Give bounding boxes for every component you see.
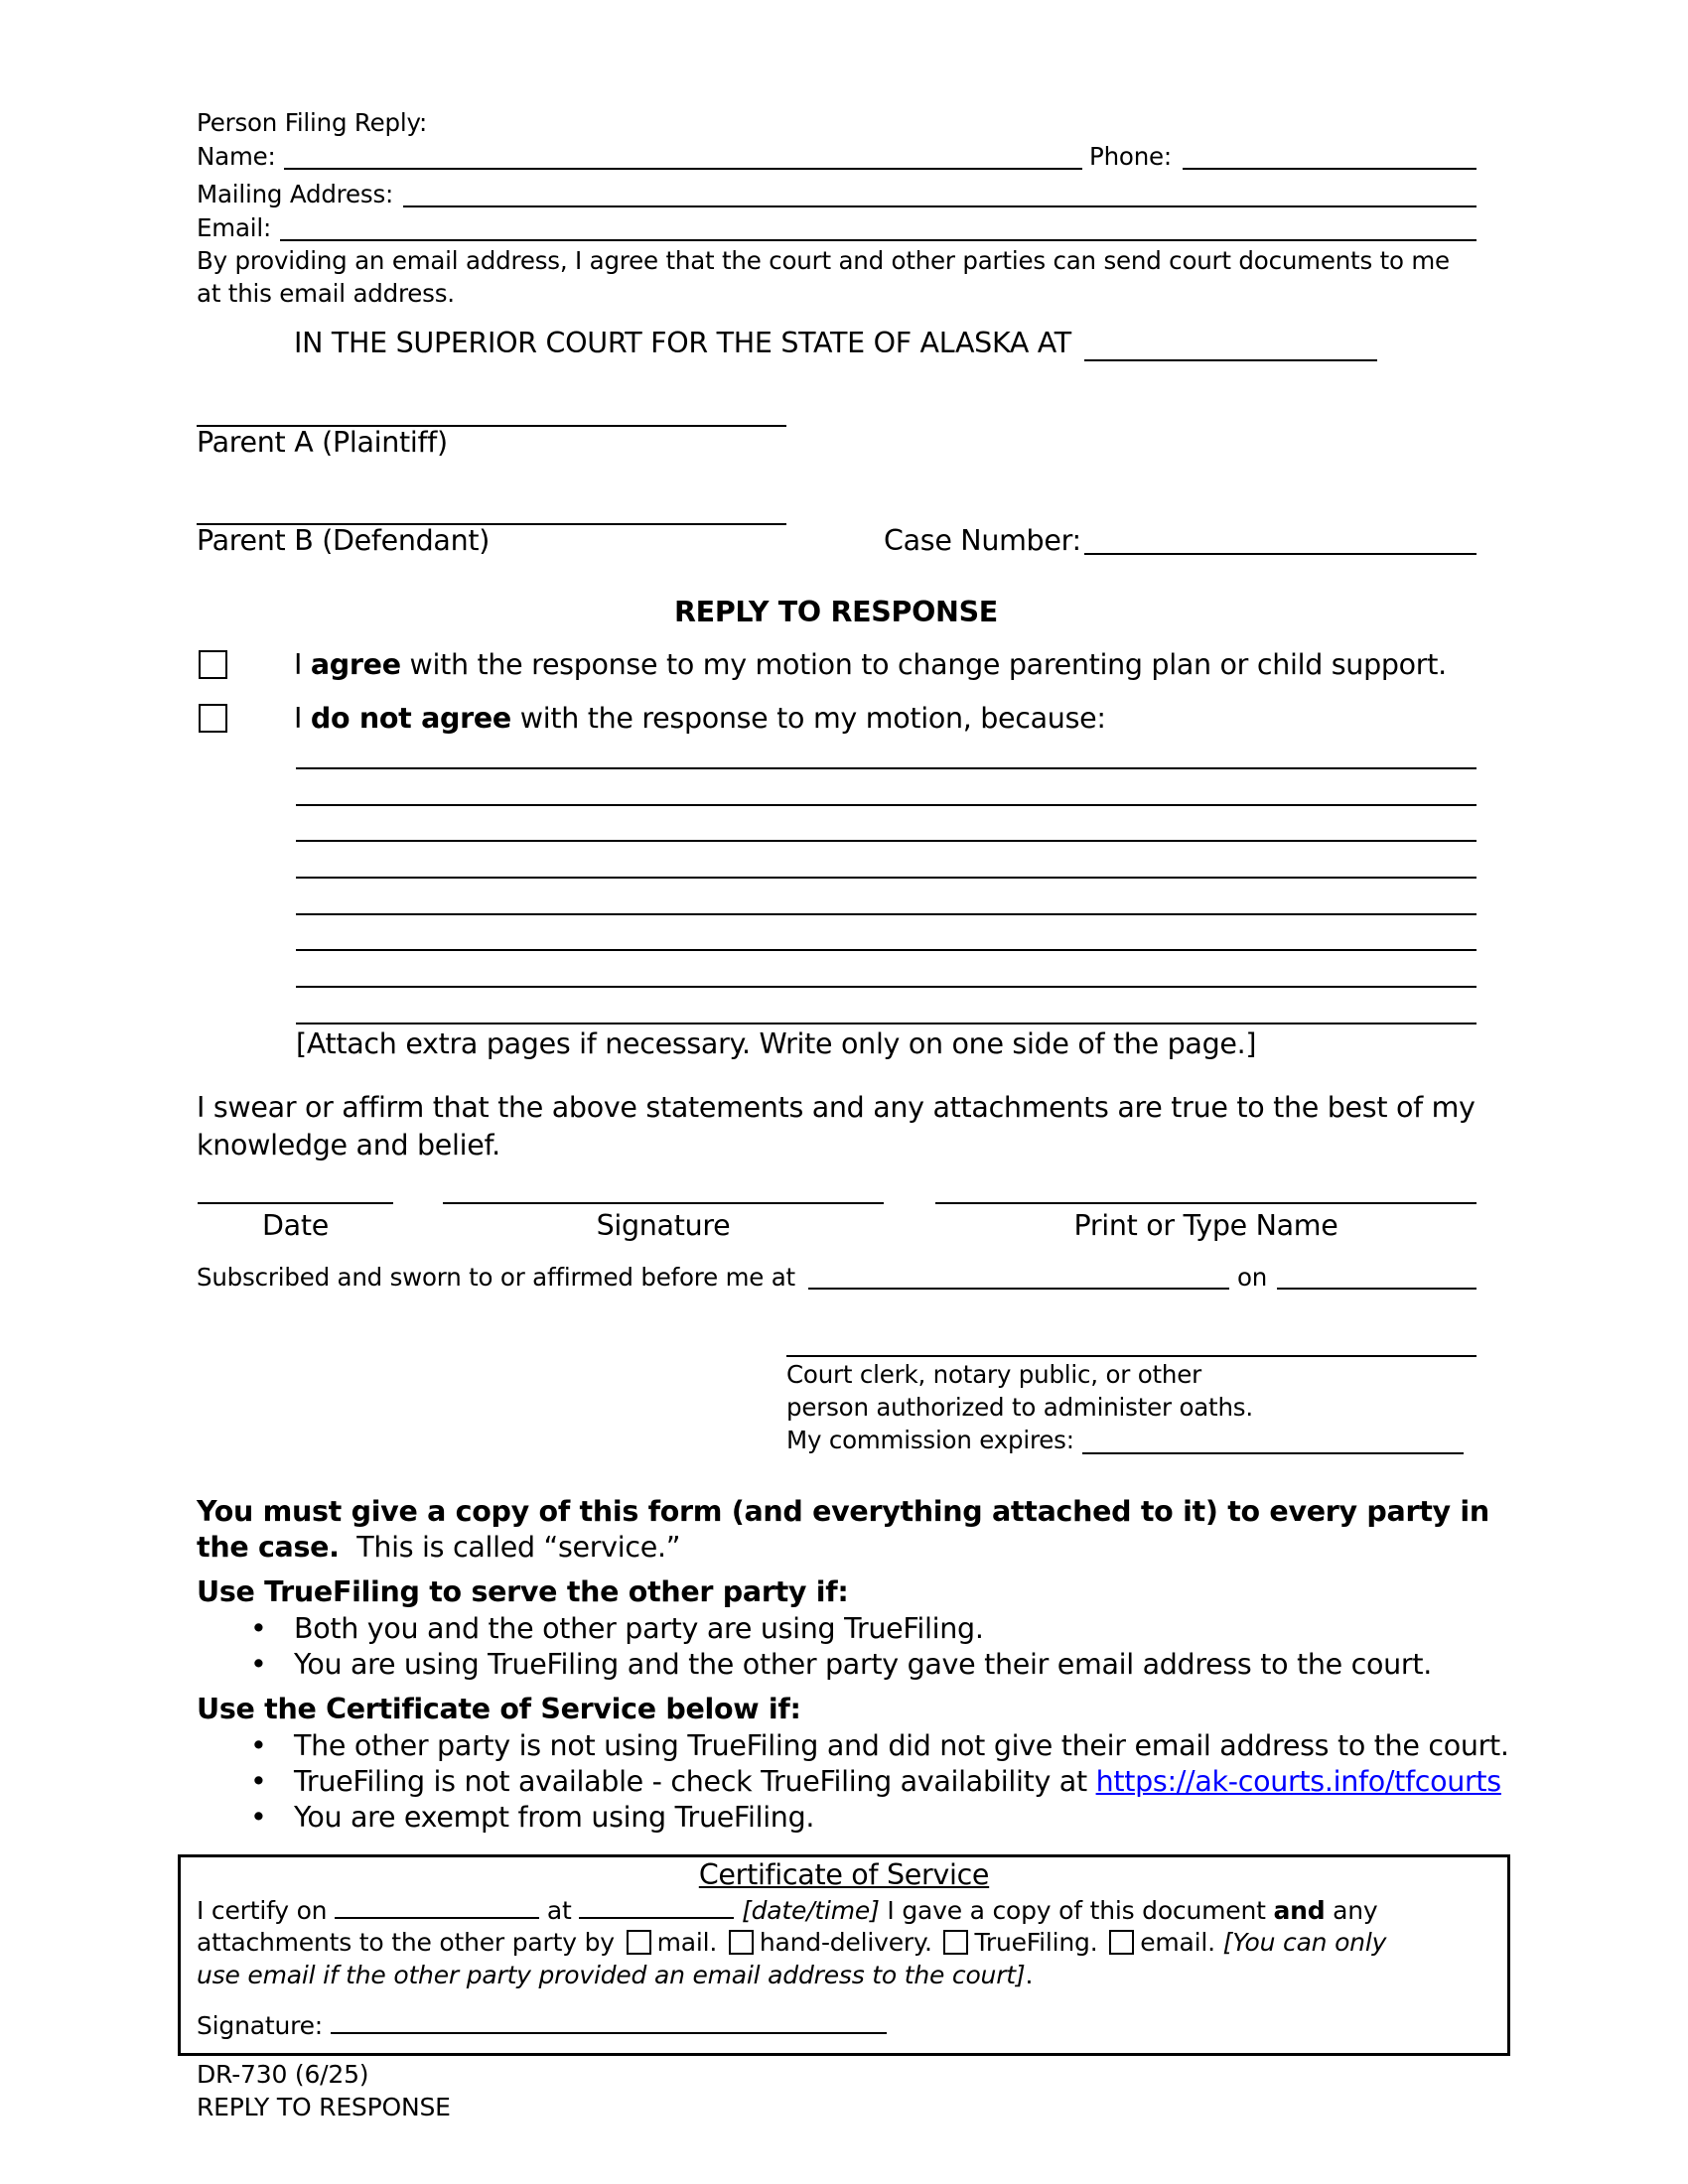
subscribed-location-field[interactable] bbox=[808, 1288, 1229, 1290]
certificate-bullet-1: The other party is not using TrueFiling and did not give their email address to the court. bbox=[294, 1729, 1509, 1762]
mailing-address-label: Mailing Address: bbox=[197, 180, 394, 208]
reason-line-5[interactable] bbox=[296, 913, 1477, 915]
certificate-title bbox=[178, 1858, 1510, 1892]
truefiling-bullet-2: You are using TrueFiling and the other party gave their email address to the court. bbox=[294, 1648, 1432, 1681]
court-caption: IN THE SUPERIOR COURT FOR THE STATE OF ALASKA AT bbox=[294, 327, 1071, 359]
certify-on-label: I certify on bbox=[197, 1896, 328, 1925]
truefiling-bullet-1: Both you and the other party are using TrueFiling. bbox=[294, 1612, 984, 1645]
court-location-field[interactable] bbox=[1084, 359, 1377, 361]
filer-heading: Person Filing Reply: bbox=[197, 108, 428, 137]
bullet-icon: • bbox=[250, 1801, 267, 1834]
certificate-title-text: Certificate of Service bbox=[698, 1858, 990, 1891]
agree-checkbox[interactable] bbox=[199, 650, 227, 679]
date-label: Date bbox=[262, 1209, 329, 1242]
method-email-label: email. bbox=[1140, 1928, 1215, 1957]
email-field[interactable] bbox=[280, 239, 1477, 241]
must-give-rest: This is called “service.” bbox=[339, 1531, 681, 1564]
reason-line-4[interactable] bbox=[296, 877, 1477, 879]
name-field[interactable] bbox=[284, 168, 1082, 170]
print-name-field[interactable] bbox=[935, 1202, 1477, 1204]
certificate-bullet-2 bbox=[294, 1765, 1501, 1799]
bullet-icon: • bbox=[250, 1729, 267, 1762]
certify-line-2 bbox=[197, 1928, 1386, 1958]
certificate-signature-field[interactable] bbox=[331, 2010, 887, 2034]
email-note-2: use email if the other party provided an email address to the court] bbox=[197, 1961, 1026, 1989]
subscribed-label: Subscribed and sworn to or affirmed before me at bbox=[197, 1263, 795, 1292]
email-note-1: [You can only bbox=[1222, 1928, 1387, 1957]
and-bold: and bbox=[1273, 1896, 1326, 1925]
certify-date-field[interactable] bbox=[335, 1895, 539, 1919]
certify-at-label: at bbox=[546, 1896, 572, 1925]
method-hand-delivery-label: hand-delivery. bbox=[759, 1928, 932, 1957]
official-line-1: Court clerk, notary public, or other bbox=[786, 1360, 1201, 1389]
mailing-address-field[interactable] bbox=[403, 205, 1477, 207]
parent-a-label: Parent A (Plaintiff) bbox=[197, 426, 448, 459]
case-number-label: Case Number: bbox=[884, 524, 1081, 557]
date-time-note: [date/time] bbox=[742, 1896, 880, 1925]
certificate-heading: Use the Certificate of Service below if: bbox=[197, 1693, 801, 1725]
agree-rest: with the response to my motion to change parenting plan or child support. bbox=[400, 648, 1447, 681]
email-consent-line-1: By providing an email address, I agree that the court and other parties can send court documents to me bbox=[197, 246, 1450, 275]
parent-b-label: Parent B (Defendant) bbox=[197, 524, 491, 557]
certify-time-field[interactable] bbox=[579, 1895, 734, 1919]
form-title: REPLY TO RESPONSE bbox=[674, 596, 998, 628]
commission-expires-field[interactable] bbox=[1082, 1452, 1464, 1454]
oath-line-2: knowledge and belief. bbox=[197, 1129, 500, 1161]
bullet-icon: • bbox=[250, 1612, 267, 1645]
must-give-bold: the case. bbox=[197, 1531, 340, 1564]
oath-line-1: I swear or affirm that the above statements and any attachments are true to the best of my bbox=[197, 1091, 1476, 1124]
disagree-rest: with the response to my motion, because: bbox=[510, 702, 1106, 735]
must-give-line-1: You must give a copy of this form (and everything attached to it) to every party in bbox=[197, 1495, 1489, 1528]
certificate-bullet-2-text: TrueFiling is not available - check TrueFiling availability at bbox=[294, 1765, 1096, 1798]
gave-copy-text: I gave a copy of this document bbox=[879, 1896, 1274, 1925]
on-label: on bbox=[1237, 1263, 1268, 1292]
method-truefiling-checkbox[interactable] bbox=[943, 1930, 968, 1955]
method-email-checkbox[interactable] bbox=[1109, 1930, 1134, 1955]
signature-label: Signature bbox=[596, 1209, 731, 1242]
agree-prefix: I bbox=[294, 648, 311, 681]
phone-label: Phone: bbox=[1089, 142, 1172, 171]
attach-note: [Attach extra pages if necessary. Write only on one side of the page.] bbox=[296, 1027, 1257, 1060]
certificate-bullet-3: You are exempt from using TrueFiling. bbox=[294, 1801, 815, 1834]
truefiling-courts-link[interactable]: https://ak-courts.info/tfcourts bbox=[1095, 1765, 1501, 1798]
subscribed-date-field[interactable] bbox=[1277, 1288, 1477, 1290]
any-text: any bbox=[1325, 1896, 1378, 1925]
bullet-icon: • bbox=[250, 1765, 267, 1798]
reason-line-6[interactable] bbox=[296, 949, 1477, 951]
email-consent-line-2: at this email address. bbox=[197, 279, 455, 308]
attachments-by-label: attachments to the other party by bbox=[197, 1928, 615, 1957]
print-name-label: Print or Type Name bbox=[1073, 1209, 1338, 1242]
disagree-prefix: I bbox=[294, 702, 311, 735]
certify-line-3 bbox=[197, 1961, 1033, 1990]
truefiling-heading: Use TrueFiling to serve the other party if: bbox=[197, 1575, 849, 1608]
email-note-end: . bbox=[1025, 1961, 1034, 1989]
disagree-checkbox[interactable] bbox=[199, 704, 227, 733]
name-label: Name: bbox=[197, 142, 276, 171]
method-mail-checkbox[interactable] bbox=[627, 1930, 651, 1955]
commission-label: My commission expires: bbox=[786, 1426, 1074, 1454]
agree-statement bbox=[294, 648, 1447, 682]
signature-field[interactable] bbox=[443, 1202, 884, 1204]
certify-line-1 bbox=[197, 1895, 1378, 1926]
reason-line-3[interactable] bbox=[296, 840, 1477, 842]
footer-form-code: DR-730 (6/25) bbox=[197, 2060, 369, 2089]
reason-line-8[interactable] bbox=[296, 1023, 1477, 1024]
official-signature-field[interactable] bbox=[786, 1355, 1477, 1357]
method-mail-label: mail. bbox=[656, 1928, 718, 1957]
must-give-line-2 bbox=[197, 1531, 680, 1565]
reason-line-1[interactable] bbox=[296, 767, 1477, 769]
reason-line-7[interactable] bbox=[296, 986, 1477, 988]
method-truefiling-label: TrueFiling. bbox=[974, 1928, 1098, 1957]
official-line-2: person authorized to administer oaths. bbox=[786, 1393, 1253, 1422]
agree-bold: agree bbox=[310, 648, 401, 681]
method-hand-delivery-checkbox[interactable] bbox=[729, 1930, 754, 1955]
email-label: Email: bbox=[197, 213, 272, 242]
disagree-statement bbox=[294, 702, 1106, 736]
reason-line-2[interactable] bbox=[296, 804, 1477, 806]
footer-form-name: REPLY TO RESPONSE bbox=[197, 2093, 451, 2121]
date-field[interactable] bbox=[198, 1202, 393, 1204]
bullet-icon: • bbox=[250, 1648, 267, 1681]
phone-field[interactable] bbox=[1183, 168, 1477, 170]
disagree-bold: do not agree bbox=[310, 702, 511, 735]
case-number-field[interactable] bbox=[1084, 553, 1477, 555]
certificate-signature-row bbox=[197, 2010, 887, 2041]
certificate-signature-label: Signature: bbox=[197, 2011, 324, 2040]
